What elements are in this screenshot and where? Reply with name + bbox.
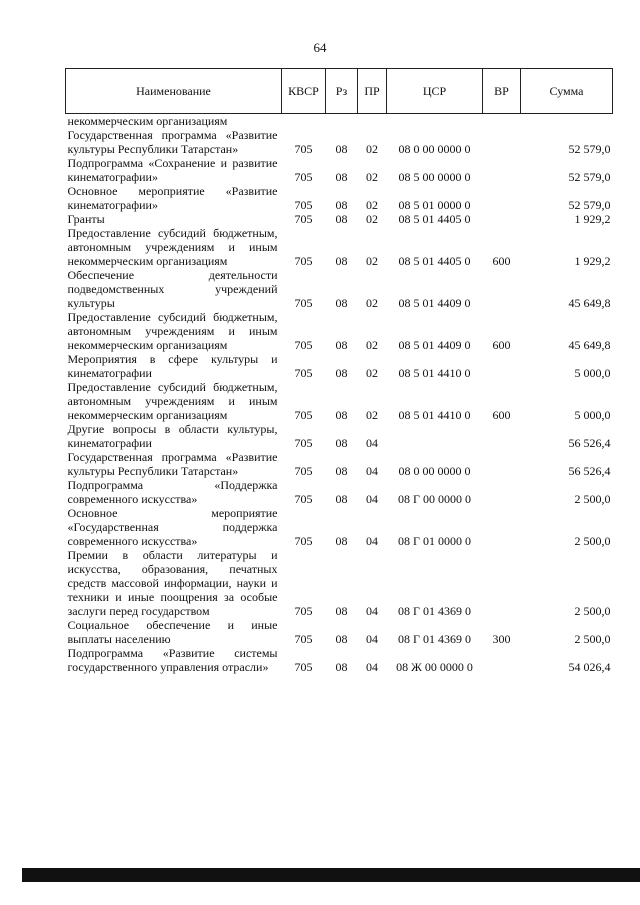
cell-vr — [483, 268, 521, 310]
cell-rz: 08 — [335, 338, 348, 352]
cell-pr: 04 — [366, 492, 378, 506]
cell-csr — [387, 114, 483, 129]
cell-rz: 08 — [335, 604, 348, 618]
cell-name: Государственная программа «Развитие культуры Республики Татарстан» — [67, 128, 278, 156]
cell-kvsr: 705 — [294, 632, 313, 646]
cell-vr — [483, 422, 521, 450]
cell-name: Другие вопросы в области культуры, кинематографии — [67, 422, 278, 450]
column-header-sum: Сумма — [521, 69, 613, 114]
cell-kvsr: 705 — [294, 408, 313, 422]
column-header-csr: ЦСР — [387, 69, 483, 114]
cell-sum: 45 649,8 — [568, 338, 611, 352]
cell-name: Премии в области литературы и искусства, образования, печатных средств массовой информации, науки и техники и иные поощрения за особые заслуги перед государством — [67, 548, 278, 618]
cell-sum: 5 000,0 — [574, 408, 611, 422]
column-header-kvsr: КВСР — [282, 69, 326, 114]
cell-rz — [326, 114, 358, 129]
table-row — [66, 226, 613, 268]
cell-rz: 08 — [335, 408, 348, 422]
cell-csr: 08 Г 01 0000 0 — [398, 534, 471, 548]
table-row — [66, 450, 613, 478]
cell-kvsr: 705 — [294, 534, 313, 548]
column-header-vr: ВР — [483, 69, 521, 114]
cell-name: Социальное обеспечение и иные выплаты населению — [67, 618, 278, 646]
table-row — [66, 156, 613, 184]
cell-rz: 08 — [335, 170, 348, 184]
cell-csr: 08 5 01 4405 0 — [398, 212, 471, 226]
cell-rz: 08 — [335, 632, 348, 646]
column-header-name: Наименование — [66, 69, 282, 114]
cell-csr: 08 Ж 00 0000 0 — [396, 660, 473, 674]
cell-vr: 300 — [492, 632, 511, 646]
cell-rz: 08 — [335, 254, 348, 268]
cell-kvsr: 705 — [294, 212, 313, 226]
cell-pr: 04 — [366, 660, 378, 674]
table-row — [66, 380, 613, 422]
table-row — [66, 268, 613, 310]
cell-pr: 04 — [366, 534, 378, 548]
cell-kvsr: 705 — [294, 492, 313, 506]
cell-name: Государственная программа «Развитие культуры Республики Татарстан» — [67, 450, 278, 478]
cell-name: некоммерческим организациям — [67, 114, 228, 128]
cell-vr — [483, 450, 521, 478]
cell-pr: 02 — [366, 296, 378, 310]
cell-vr — [483, 114, 521, 129]
cell-sum: 52 579,0 — [568, 198, 611, 212]
cell-csr: 08 5 01 4409 0 — [398, 338, 471, 352]
cell-sum: 45 649,8 — [568, 296, 611, 310]
cell-rz: 08 — [335, 296, 348, 310]
table-row — [66, 478, 613, 506]
cell-sum: 2 500,0 — [574, 632, 611, 646]
cell-sum: 56 526,4 — [568, 464, 611, 478]
cell-kvsr: 705 — [294, 604, 313, 618]
cell-csr: 08 5 01 4405 0 — [398, 254, 471, 268]
cell-kvsr: 705 — [294, 436, 313, 450]
cell-name: Гранты — [67, 212, 105, 226]
cell-name: Подпрограмма «Поддержка современного искусства» — [67, 478, 278, 506]
cell-csr: 08 5 01 4410 0 — [398, 366, 471, 380]
cell-vr — [483, 506, 521, 548]
budget-table — [65, 68, 613, 674]
cell-vr: 600 — [492, 408, 511, 422]
cell-kvsr: 705 — [294, 464, 313, 478]
cell-pr: 04 — [366, 464, 378, 478]
table-row — [66, 310, 613, 352]
cell-rz: 08 — [335, 492, 348, 506]
cell-pr: 04 — [366, 604, 378, 618]
cell-rz: 08 — [335, 212, 348, 226]
cell-sum: 5 000,0 — [574, 366, 611, 380]
cell-vr: 600 — [492, 338, 511, 352]
cell-sum — [521, 114, 613, 129]
cell-pr: 02 — [366, 366, 378, 380]
cell-kvsr: 705 — [294, 170, 313, 184]
cell-vr — [483, 646, 521, 674]
cell-vr — [483, 548, 521, 618]
table-row — [66, 618, 613, 646]
cell-sum: 2 500,0 — [574, 492, 611, 506]
cell-pr: 02 — [366, 198, 378, 212]
cell-rz: 08 — [335, 660, 348, 674]
cell-rz: 08 — [335, 142, 348, 156]
cell-name: Основное мероприятие «Развитие кинематографии» — [67, 184, 278, 212]
cell-csr: 08 5 00 0000 0 — [398, 170, 471, 184]
cell-kvsr: 705 — [294, 366, 313, 380]
cell-name: Основное мероприятие «Государственная поддержка современного искусства» — [67, 506, 278, 548]
cell-name: Обеспечение деятельности подведомственных учреждений культуры — [67, 268, 278, 310]
cell-csr: 08 Г 01 4369 0 — [398, 604, 471, 618]
cell-vr — [483, 128, 521, 156]
scan-bottom-border — [22, 868, 640, 882]
cell-vr — [483, 352, 521, 380]
cell-pr: 02 — [366, 254, 378, 268]
cell-pr: 02 — [366, 170, 378, 184]
cell-pr: 02 — [366, 212, 378, 226]
cell-name: Предоставление субсидий бюджетным, автономным учреждениям и иным некоммерческим организациям — [67, 380, 278, 422]
cell-sum: 54 026,4 — [568, 660, 611, 674]
cell-rz: 08 — [335, 464, 348, 478]
cell-sum: 56 526,4 — [568, 436, 611, 450]
table-row — [66, 506, 613, 548]
cell-sum: 52 579,0 — [568, 170, 611, 184]
cell-vr — [483, 478, 521, 506]
cell-vr: 600 — [492, 254, 511, 268]
cell-kvsr — [282, 114, 326, 129]
cell-pr — [358, 114, 387, 129]
cell-pr: 04 — [366, 632, 378, 646]
column-header-rz: Рз — [326, 69, 358, 114]
cell-pr: 02 — [366, 408, 378, 422]
cell-csr: 08 0 00 0000 0 — [398, 142, 471, 156]
cell-name: Подпрограмма «Сохранение и развитие кинематографии» — [67, 156, 278, 184]
cell-sum: 2 500,0 — [574, 604, 611, 618]
cell-rz: 08 — [335, 366, 348, 380]
cell-csr: 08 5 01 4410 0 — [398, 408, 471, 422]
cell-sum: 1 929,2 — [574, 254, 611, 268]
table-row — [66, 646, 613, 674]
cell-sum: 52 579,0 — [568, 142, 611, 156]
cell-sum: 2 500,0 — [574, 534, 611, 548]
table-row — [66, 422, 613, 450]
cell-name: Мероприятия в сфере культуры и кинематографии — [67, 352, 278, 380]
table-row — [66, 352, 613, 380]
cell-rz: 08 — [335, 436, 348, 450]
cell-kvsr: 705 — [294, 254, 313, 268]
column-header-pr: ПР — [358, 69, 387, 114]
page-number: 64 — [313, 40, 327, 55]
cell-pr: 04 — [366, 436, 378, 450]
cell-vr — [483, 184, 521, 212]
cell-rz: 08 — [335, 534, 348, 548]
cell-name: Предоставление субсидий бюджетным, автономным учреждениям и иным некоммерческим организациям — [67, 310, 278, 352]
cell-vr — [483, 212, 521, 226]
table-row — [66, 212, 613, 226]
cell-pr: 02 — [366, 142, 378, 156]
cell-kvsr: 705 — [294, 296, 313, 310]
cell-pr: 02 — [366, 338, 378, 352]
cell-kvsr: 705 — [294, 198, 313, 212]
cell-csr — [387, 422, 483, 450]
table-row — [66, 184, 613, 212]
table-row — [66, 128, 613, 156]
cell-kvsr: 705 — [294, 660, 313, 674]
cell-vr — [483, 156, 521, 184]
cell-name: Подпрограмма «Развитие системы государственного управления отрасли» — [67, 646, 278, 674]
cell-sum: 1 929,2 — [574, 212, 611, 226]
cell-csr: 08 Г 00 0000 0 — [398, 492, 471, 506]
cell-kvsr: 705 — [294, 338, 313, 352]
cell-rz: 08 — [335, 198, 348, 212]
cell-csr: 08 5 01 4409 0 — [398, 296, 471, 310]
cell-kvsr: 705 — [294, 142, 313, 156]
table-header-row — [66, 69, 613, 114]
cell-csr: 08 5 01 0000 0 — [398, 198, 471, 212]
cell-name: Предоставление субсидий бюджетным, автономным учреждениям и иным некоммерческим организациям — [67, 226, 278, 268]
table-row — [66, 548, 613, 618]
cell-csr: 08 0 00 0000 0 — [398, 464, 471, 478]
cell-csr: 08 Г 01 4369 0 — [398, 632, 471, 646]
table-body — [66, 114, 613, 675]
table-row — [66, 114, 613, 129]
